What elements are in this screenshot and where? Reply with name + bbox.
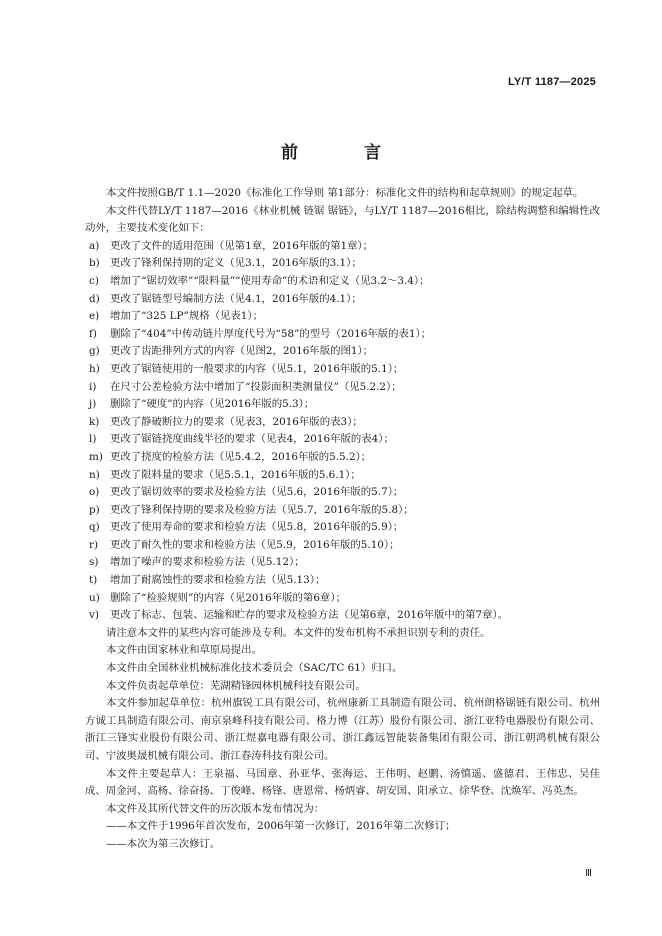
lead-drafter-paragraph: 本文件负责起草单位：芜湖精锋园林机械科技有限公司。: [106, 679, 366, 692]
list-item: [85, 590, 600, 608]
list-item: [85, 484, 600, 502]
list-item-text: 增加了耐腐蚀性的要求和检验方法（见5.13）；: [110, 574, 326, 587]
list-item-text: 增加了“锯切效率”“限料量”“使用寿命”的术语和定义（见3.2～3.4）；: [110, 274, 430, 287]
list-item-text: 在尺寸公差检验方法中增加了“投影面积类测量仪”（见5.2.2）；: [110, 380, 402, 393]
list-item-label: t): [89, 574, 98, 587]
list-item: [85, 449, 600, 467]
list-item-text: 更改了锋利保持期的定义（见3.1，2016年版的3.1）；: [110, 257, 362, 270]
list-item: [85, 519, 600, 537]
list-item-label: d): [89, 292, 100, 305]
list-item-label: v): [89, 609, 99, 622]
list-item-text: 更改了锯链型号编制方法（见4.1，2016年版的4.1）；: [110, 292, 362, 305]
list-item-label: p): [89, 503, 100, 516]
list-item-label: q): [89, 521, 100, 534]
list-item: [85, 326, 600, 344]
standard-number: LY/T 1187—2025: [507, 76, 596, 88]
list-item-text: 更改了锯切效率的要求及检验方法（见5.6，2016年版的5.7）；: [110, 486, 404, 499]
history-item: ——本次为第三次修订。: [106, 837, 221, 850]
list-item-label: o): [89, 486, 100, 499]
history-item: ——本文件于1996年首次发布，2006年第一次修订，2016年第二次修订；: [106, 820, 456, 833]
list-item-label: h): [89, 362, 100, 375]
list-item-label: a): [89, 239, 100, 252]
list-item: [85, 537, 600, 555]
list-item-text: 更改了锋利保持期的要求及检验方法（见5.7，2016年版的5.8）；: [110, 503, 414, 516]
list-item-text: 更改了锯链挠度曲线半径的要求（见表4，2016年版的表4）；: [110, 433, 394, 446]
list-item: [85, 273, 600, 291]
list-item: [85, 572, 600, 590]
list-item-text: 更改了齿距排列方式的内容（见图2，2016年版的图1）；: [110, 345, 374, 358]
list-item-text: 更改了挠度的检验方法（见5.4.2，2016年版的5.5.2）；: [110, 450, 372, 463]
list-item: [85, 414, 600, 432]
list-item: [85, 291, 600, 309]
list-item-text: 删除了“检验规则”的内容（见2016年版的第6章）；: [110, 591, 346, 604]
list-item-label: m): [89, 450, 103, 463]
document-body: [85, 185, 600, 854]
list-item-label: j): [89, 398, 97, 411]
list-item: [85, 431, 600, 449]
list-item-label: e): [89, 310, 100, 323]
list-item: [85, 467, 600, 485]
list-item: [85, 361, 600, 379]
patent-notice: 请注意本文件的某些内容可能涉及专利。本文件的发布机构不承担识别专利的责任。: [106, 626, 491, 639]
changes-list: [85, 238, 600, 625]
list-item-label: l): [89, 433, 97, 446]
list-item-text: 更改了使用寿命的要求和检验方法（见5.8，2016年版的5.9）；: [110, 521, 404, 534]
list-item: [85, 554, 600, 572]
list-item-label: g): [89, 345, 100, 358]
list-item-text: 更改了静破断拉力的要求（见表3，2016年版的表3）；: [110, 415, 363, 428]
list-item: [85, 607, 600, 625]
list-item-label: f): [89, 327, 97, 340]
list-item-label: r): [89, 538, 99, 551]
history-intro-paragraph: 本文件及其所代替文件的历次版本发布情况为：: [106, 802, 325, 815]
list-item: [85, 255, 600, 273]
list-item-text: 更改了锯链使用的一般要求的内容（见5.1，2016年版的5.1）；: [110, 362, 404, 375]
list-item: [85, 308, 600, 326]
intro-paragraph: 本文件代替LY/T 1187—2016《林业机械 链锯 锯链》，与LY/T 1187—2016相比，除结构调整和编辑性改动外，主要技术变化如下：: [85, 204, 600, 235]
list-item: [85, 343, 600, 361]
list-item-text: 更改了耐久性的要求和检验方法（见5.9，2016年版的5.10）；: [110, 538, 400, 551]
list-item-text: 更改了文件的适用范围（见第1章，2016年版的第1章）；: [110, 239, 374, 252]
list-item-label: n): [89, 468, 100, 481]
list-item-label: i): [89, 380, 97, 393]
list-item-label: u): [89, 591, 100, 604]
list-item-text: 删除了“硬度”的内容（见2016年版的5.3）；: [110, 398, 315, 411]
list-item-text: 更改了限料量的要求（见5.5.1，2016年版的5.6.1）；: [110, 468, 361, 481]
committee-paragraph: 本文件由全国林业机械标准化技术委员会（SAC/TC 61）归口。: [106, 662, 403, 675]
list-item: [85, 379, 600, 397]
list-item: [85, 396, 600, 414]
list-item-text: 增加了“325 LP”规格（见表1）；: [110, 310, 263, 323]
intro-paragraph: 本文件按照GB/T 1.1—2020《标准化工作导则 第1部分：标准化文件的结构和起草规则》的规定起草。: [106, 187, 584, 199]
page-number: Ⅲ: [585, 868, 592, 879]
list-item-label: b): [89, 257, 100, 270]
list-item-label: c): [89, 274, 99, 287]
list-item-text: 增加了噪声的要求和检验方法（见5.12）；: [110, 556, 305, 569]
list-item-text: 更改了标志、包装、运输和贮存的要求及检验方法（见第6章，2016年版中的第7章）。: [110, 609, 509, 622]
participating-drafters-paragraph: 本文件参加起草单位：杭州旗锐工具有限公司、杭州康新工具制造有限公司、杭州朗格锯链有限公司、杭州方诚工具制造有限公司、南京泉峰科技有限公司、格力博（江苏）股份有限公司、浙江亚特电器股份有限公司、浙江三锋实业股份有限公司、浙江煜嘉电器有限公司、浙江鑫远智能装备集团有限公司、浙江朝鸿机械有限公司、宁波奥晟机械有限公司、浙江春涛科技有限公司。: [85, 697, 600, 762]
proposer-paragraph: 本文件由国家林业和草原局提出。: [106, 644, 262, 657]
list-item: [85, 238, 600, 256]
list-item-label: k): [89, 415, 100, 428]
list-item-label: s): [89, 556, 99, 569]
list-item: [85, 502, 600, 520]
page-title: 前 言: [281, 143, 411, 163]
main-drafters-paragraph: 本文件主要起草人：王泉福、马国章、孙亚华、张海运、王伟明、赵鹏、汤慎遥、盛德君、王伟忠、吴佳成、周金河、高杨、徐奋扬、丁俊峰、杨锋、唐恩常、杨炳睿、胡安国、阳承立、徐华登、沈焕军、冯英杰。: [85, 767, 600, 798]
list-item-text: 删除了“404”中传动链片厚度代号为“58”的型号（2016年版的表1）；: [110, 327, 432, 340]
